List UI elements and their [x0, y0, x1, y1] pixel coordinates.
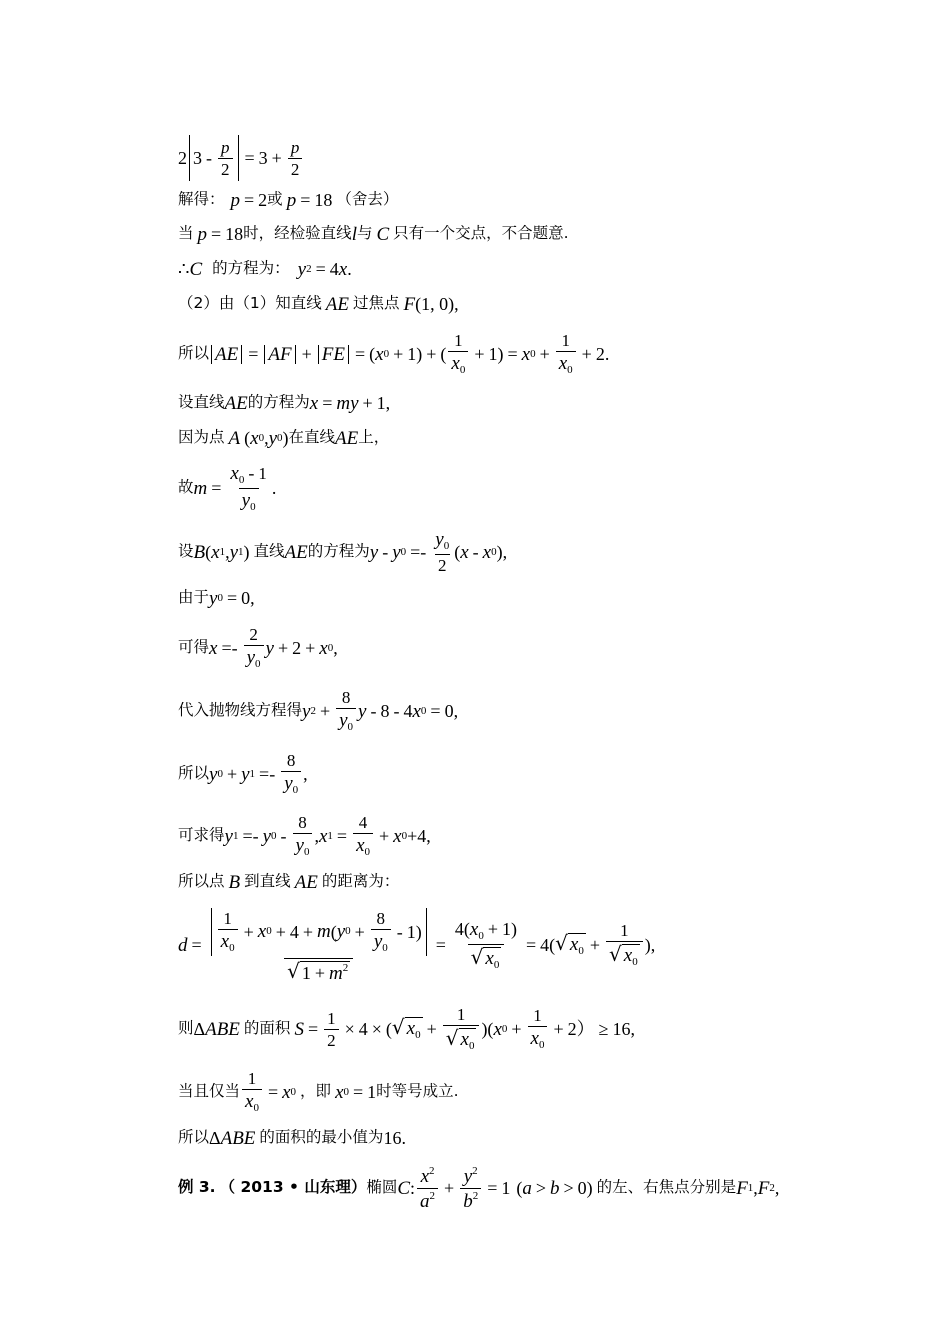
example-three-line: 例 3. （ 2013 • 山东理） 椭圆 C : $\frac{x^2}{a^2}$ + $\frac{y^2}{b^2}$ = 1 ( a > b > 0) 的左、右焦点分别是 F 1 , F 2 ,: [178, 1164, 780, 1212]
distance-formula: d = $\frac{1}{x_0}$ + x 0 + 4 + m ( y 0 + $\frac{8}{y_0}$ - 1) √ $1 + m^2$ = $4(x_0 + 1)$ √ $x_0$ = 4( √ $x_0$ + 1 √ $x_0$ ) ,: [178, 908, 656, 984]
solution-line: 解得： p = 2 或 p = 18 （舍去）: [178, 189, 399, 211]
equality-condition-line: 当且仅当 $\frac{1}{x_0}$ = x 0 ，即 x 0 = 1 时等号成立.: [178, 1069, 459, 1114]
part-two-line: （2）由（1）知直线 AE 过焦点 F (1, 0) ,: [178, 293, 459, 315]
point-a-line: 因为点 A ( x 0 , y 0 ) 在直线 AE 上，: [178, 427, 390, 449]
equation-abs-value: 2 3 - $\frac{p}{2}$ = 3 + $\frac{p}{2}$: [178, 132, 304, 184]
line-ae-equation: 设直线 AE 的方程为 x = my + 1 ,: [178, 392, 391, 414]
line-be-equation: 设 B ( x 1 , y 1 ) 直线 AE 的方程为 y - y 0 =- $\frac{y_0}{2}$ ( x - x 0 ) ,: [178, 529, 508, 575]
y0-condition-line: 由于 y 0 = 0 ,: [178, 587, 255, 609]
m-value-line: 故 m = $\frac{x_0 - 1}{y_0}$ .: [178, 462, 277, 513]
distance-sum-line: 所以 AE = AF + FE = ( x 0 + 1) + ( $\frac{1}{x_0}$ + 1) = x 0 + $\frac{1}{x_0}$ + 2 .: [178, 331, 610, 376]
distance-intro-line: 所以点 B 到直线 AE 的距离为：: [178, 871, 400, 893]
substitution-line: 代入抛物线方程得 y 2 + $\frac{8}{y_0}$ y - 8 - 4 x 0 = 0 ,: [178, 688, 459, 733]
parabola-equation-line: ∴ C 的方程为： y 2 = 4 x .: [178, 258, 352, 280]
area-line: 则 Δ ABE 的面积 S = $\frac{1}{2}$ × 4 × ( √ $x_0$ + 1 √ $x_0$ )( x 0 + $\frac{1}{x_0}$ + 2） ≥ 16 ,: [178, 1005, 636, 1052]
point-b-coords-line: 可求得 y 1 =- y 0 - $\frac{8}{y_0}$ , x 1 = $\frac{4}{x_0}$ + x 0 +4 ,: [178, 813, 431, 858]
vieta-sum-line: 所以 y 0 + y 1 =- $\frac{8}{y_0}$ ,: [178, 751, 308, 796]
minimum-area-line: 所以 Δ ABE 的面积的最小值为 16.: [178, 1127, 406, 1149]
check-line: 当 p = 18 时，经检验直线 l 与 C 只有一个交点，不合题意.: [178, 223, 569, 245]
x-expression-line: 可得 x =- $\frac{2}{y_0}$ y + 2 + x 0 ,: [178, 625, 338, 670]
